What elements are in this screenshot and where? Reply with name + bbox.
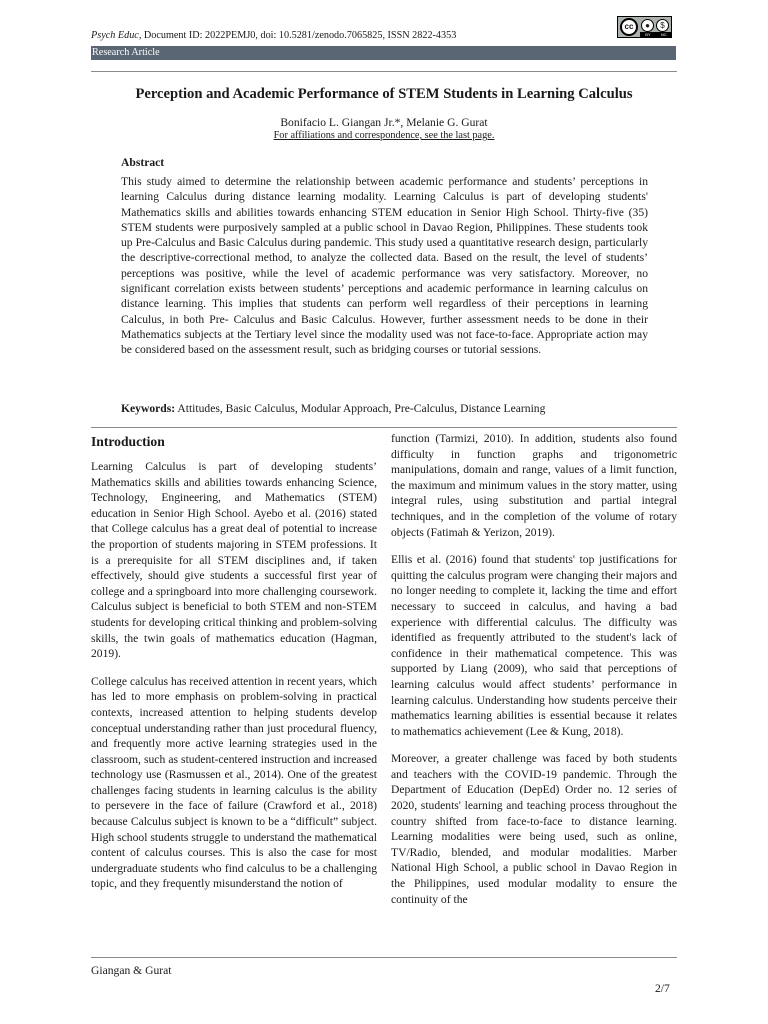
page-number: 2/7 <box>655 982 670 995</box>
keywords-list: Attitudes, Basic Calculus, Modular Approach, Pre-Calculus, Distance Learning <box>175 402 546 415</box>
attribution-icon: ● <box>641 19 654 32</box>
body-paragraph: College calculus has received attention in recent years, which has led to more emphasis on problem-solving in practical contexts, increased attention to helping students develop conceptual understanding rather than just procedural fluency, and frequently more active learning strategies used in the classroom, such as student-centered instruction and increased technology use (Rasmussen et al., 2014). One of the greatest challenges facing students in learning calculus is the ability to persevere in the face of failure (Crawford et al., 2018) because Calculus subject is known to be a “difficult” subject. High school students struggle to understand the mathematical content of calculus courses. This is also the case for most undergraduate students who find calculus to be a challenging topic, and they frequently misunderstand the notion of <box>91 674 377 891</box>
noncommercial-icon: $ <box>656 19 669 32</box>
abstract-text: This study aimed to determine the relationship between academic performance and students’ perceptions in learning Calculus during distance learning modality. Learning Calculus is part of developing students' Mathematics skills and abilities towards enhancing STEM education in Senior High School. Thirty-five (35) STEM students were purposively sampled at a public school in Davao Region, Philippines. These students took up Pre-Calculus and Basic Calculus during pandemic. This study used a quantitative research design, particularly the descriptive-correctional method, to analyze the collected data. Based on the result, the level of students’ perceptions was positive, while the level of academic performance was very satisfactory. Moreover, no significant correlation exists between students’ perceptions and academic performance in learning calculus on distance learning. This implies that students can perform well regardless of their perceptions in learning Calculus, in both Pre- Calculus and Basic Calculus. However, further assessment needs to be done in their Mathematics subjects at the Tertiary level since the modality used was not face-to-face. Appropriate action may be considered based on the assessment result, such as bridging courses or tutorial sessions. <box>121 175 648 357</box>
body-paragraph: Moreover, a greater challenge was faced by both students and teachers with the COVID-19 pandemic. Through the Department of Education (DepEd) Order no. 12 series of 2020, students' learning and teaching process throughout the country shifted from face-to-face to distance learning. Learning modalities were being used, such as online, TV/Radio, blended, and modular modalities. Marber National High School, a public school in Davao Region in the Philippines, used modular modality to ensure the continuity of the <box>391 752 677 906</box>
journal-header <box>91 30 551 41</box>
keywords-line <box>121 402 648 415</box>
abstract-divider <box>91 427 677 428</box>
creative-commons-license-icon <box>617 16 672 38</box>
article-category-bar: Research Article <box>91 46 676 60</box>
body-paragraph: Learning Calculus is part of developing students’ Mathematics skills and abilities towards enhancing Science, Technology, Engineering, and Mathematics (STEM) education in Senior High School. Ayebo et al. (2016) stated that College calculus has a great deal of potential to increase the proportion of students majoring in STEM professions. It is a prerequisite for all STEM disciplines and, if taken effectively, should give students a successful first year of college and a springboard into more challenging coursework. Calculus subject is beneficial to both STEM and non-STEM students for developing critical thinking and problem-solving skills, the twin goals of mathematics education (Hagman, 2019). <box>91 460 377 661</box>
footer-divider <box>91 957 677 958</box>
license-by-label: BY <box>645 32 651 37</box>
license-nc-label: NC <box>661 32 667 37</box>
body-paragraph: Ellis et al. (2016) found that students' top justifications for quitting the calculus program were changing their majors and no longer needing to complete it, lacking the time and effort necessary to succeed in calculus, and having a bad experience with differential calculus. The difficulty was identified as frequently attributed to the student's lack of confidence in their mathematical competence. This was supported by Liang (2009), who said that perceptions of learning calculus would affect students’ performance in learning calculus. Understanding how students perceive their mathematics learning abilities is essential because it relates to mathematics achievement (Lee & Kung, 2018). <box>391 553 677 738</box>
keywords-label: Keywords: <box>121 402 176 415</box>
journal-name: Psych Educ <box>91 30 139 41</box>
license-label <box>640 32 672 37</box>
body-paragraph: function (Tarmizi, 2010). In addition, students also found difficulty in function graphs and trigonometric manipulations, domain and range, values of a limit function, the maximum and minimum values in the story matter, using integral rules, using substitution and partial integral techniques, and in the completion of the volume of rotary objects (Fatimah & Yerizon, 2019). <box>391 432 677 539</box>
running-authors: Giangan & Gurat <box>91 964 172 977</box>
header-divider <box>91 71 677 72</box>
author-list: Bonifacio L. Giangan Jr.*, Melanie G. Gurat <box>280 116 488 129</box>
paper-title: Perception and Academic Performance of STEM Students in Learning Calculus <box>135 86 633 102</box>
affiliation-link[interactable]: For affiliations and correspondence, see the last page. <box>273 130 495 141</box>
cc-icon: cc <box>620 18 638 36</box>
document-details: , Document ID: 2022PEMJ0, doi: 10.5281/zenodo.7065825, ISSN 2822-4353 <box>138 30 457 41</box>
abstract-heading: Abstract <box>121 156 165 169</box>
right-column <box>391 431 677 919</box>
left-column <box>91 433 377 904</box>
introduction-heading: Introduction <box>91 434 165 449</box>
